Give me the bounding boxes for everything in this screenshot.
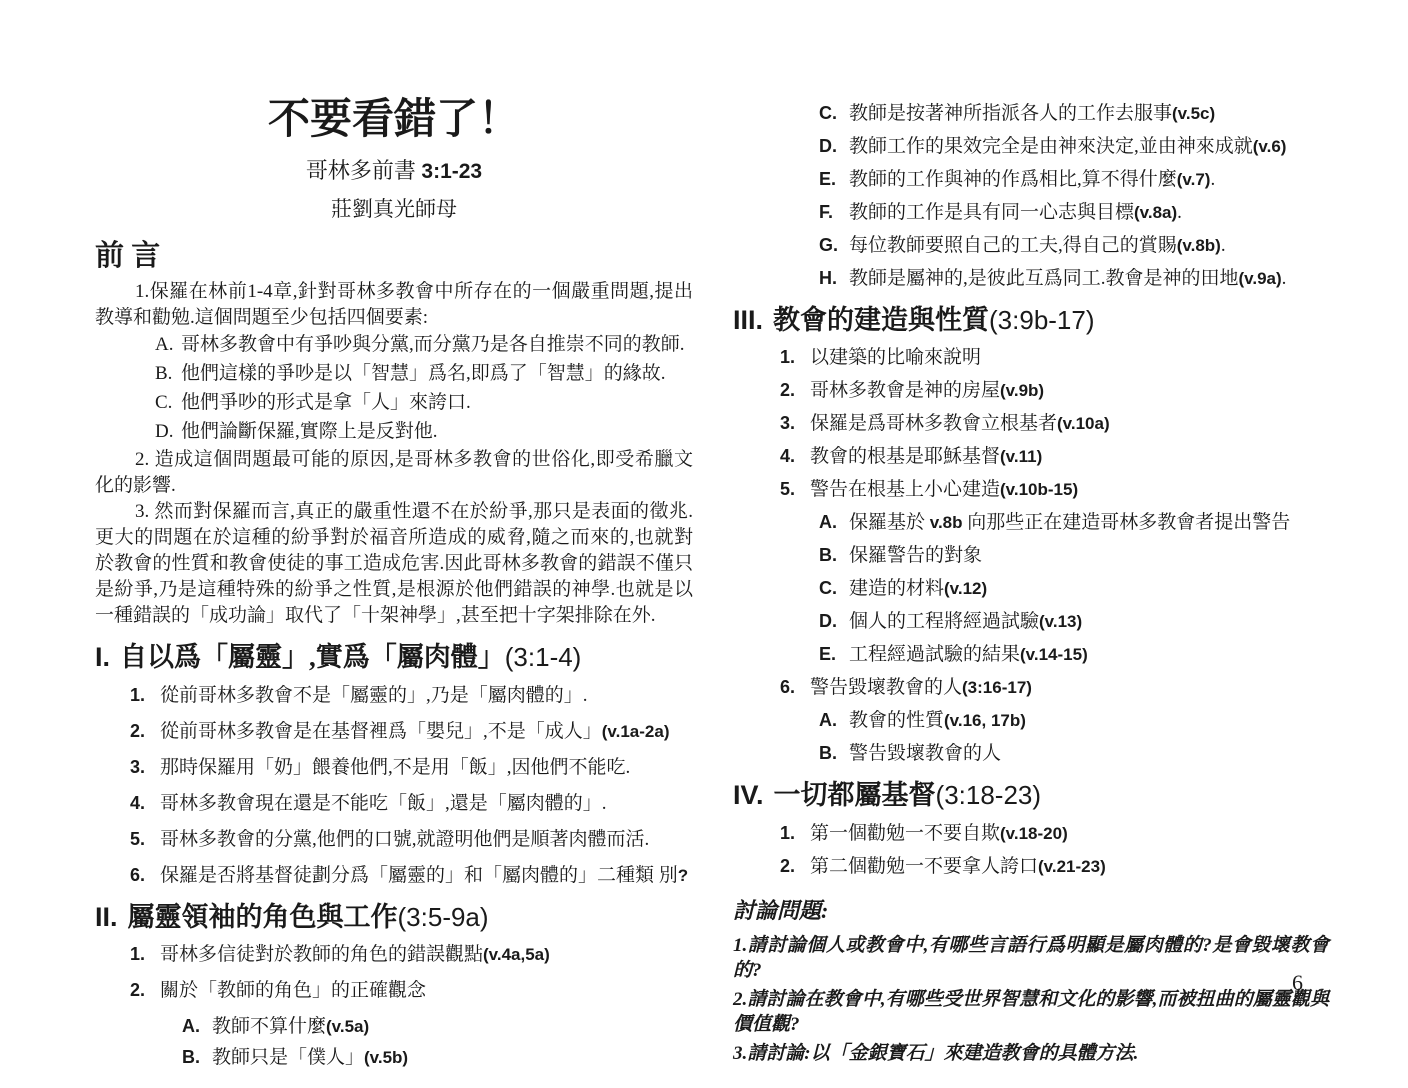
item-label: 1.	[780, 822, 796, 843]
outline-sub-item	[733, 707, 1329, 734]
item-text: 那時保羅用「奶」餵養他們,不是用「飯」,因他們不能吃.	[160, 756, 631, 778]
outline-item	[733, 674, 1329, 701]
item-label: 2.	[780, 855, 796, 876]
right-column	[733, 100, 1329, 1070]
verse-ref: (3:16-17)	[962, 678, 1032, 698]
item-text: 個人的工程將經過試驗	[849, 611, 1040, 633]
item-tail: 向那些正在建造哥林多教會者提出警告	[962, 512, 1291, 534]
section-4-items	[733, 820, 1329, 880]
item-text: 警告毀壞教會的人	[810, 677, 963, 699]
verse-ref: (v.10b-15)	[1000, 480, 1079, 500]
item-label: A.	[182, 1016, 200, 1037]
item-label: H.	[819, 268, 837, 288]
verse-ref: (v.5a)	[326, 1017, 370, 1037]
outline-item	[733, 344, 1329, 371]
verse-ref: (v.11)	[1000, 447, 1043, 467]
discussion-question: 2.請討論在教會中,有哪些受世界智慧和文化的影響,而被扭曲的屬靈觀與價值觀?	[733, 988, 1329, 1035]
item-text: 哥林多教會是神的房屋	[810, 380, 1001, 402]
item-label: 2.	[780, 380, 796, 401]
outline-sub-item	[733, 542, 1329, 569]
outline-item	[95, 682, 693, 709]
outline-item	[733, 853, 1329, 880]
item-text: 關於「教師的角色」的正確觀念	[160, 980, 427, 1002]
verse-ref: (v.12)	[944, 579, 988, 599]
section-title: 教會的建造與性質	[773, 305, 990, 335]
list-item	[95, 418, 693, 445]
outline-sub-item	[733, 199, 1329, 226]
section-3-item-6	[733, 674, 1329, 701]
item-text: 他們這樣的爭吵是以「智慧」爲名,即爲了「智慧」的緣故.	[181, 363, 666, 385]
item-label: D.	[819, 611, 837, 632]
outline-sub-item	[733, 740, 1329, 767]
outline-sub-item	[733, 641, 1329, 668]
item-text: 第一個勸勉一不要自欺	[810, 822, 1001, 844]
item-tail: .	[1220, 235, 1226, 256]
verse-ref: (v.7)	[1176, 170, 1211, 189]
item-text: 教師是按著神所指派各人的工作去服事	[849, 103, 1173, 124]
document-title: 不要看錯了！	[267, 97, 520, 143]
section-3-item-5-sub-items	[733, 509, 1329, 668]
outline-sub-item	[733, 608, 1329, 635]
item-label: C.	[819, 578, 837, 599]
section-2-sub-items-right	[733, 100, 1329, 292]
item-tail: .	[1177, 202, 1182, 223]
item-text: 教會的性質	[849, 710, 945, 732]
left-column	[95, 96, 693, 1075]
item-text: 保羅警告的對象	[849, 545, 983, 567]
verse-ref: (v.5c)	[1172, 104, 1216, 123]
verse-ref: (v.8a)	[1134, 203, 1178, 222]
verse-ref: (v.9b)	[1000, 381, 1045, 401]
verse-ref: (v.9a)	[1238, 269, 1282, 288]
outline-item	[733, 820, 1329, 847]
item-label: B.	[155, 363, 173, 385]
intro-heading: 前 言	[95, 240, 161, 273]
item-label: B.	[819, 743, 837, 764]
item-text: 每位教師要照自己的工夫,得自己的賞賜	[849, 235, 1177, 256]
verse-ref: (v.1a-2a)	[601, 721, 670, 741]
outline-item	[95, 862, 693, 889]
item-label: 2.	[130, 980, 146, 1001]
verse-ref: (v.10a)	[1057, 414, 1110, 434]
item-label: B.	[182, 1047, 200, 1068]
item-text: 教師不算什麼	[212, 1016, 327, 1038]
page-number: 6	[1292, 970, 1303, 995]
item-text: 哥林多教會的分黨,他們的口號,就證明他們是順著肉體而活.	[160, 828, 650, 850]
item-text: 保羅是爲哥林多教會立根基者	[810, 413, 1058, 435]
item-text: 警告毀壞教會的人	[849, 743, 1002, 765]
discussion-questions	[733, 933, 1329, 1066]
outline-item	[95, 941, 693, 968]
verse-ref: (v.16, 17b)	[944, 711, 1026, 731]
item-label: D.	[819, 136, 837, 156]
intro-paragraph-1: 1.保羅在林前1-4章,針對哥林多教會中所存在的一個嚴重問題,提出教導和勸勉.這個問題至少包括四個要素:	[95, 281, 693, 329]
section-1-heading	[95, 641, 693, 673]
item-text: 教師是屬神的,是彼此互爲同工.教會是神的田地	[849, 268, 1239, 289]
item-label: 3.	[130, 756, 146, 777]
section-title: 屬靈領袖的角色與工作	[127, 901, 398, 932]
verse-ref: v.8b	[929, 513, 963, 533]
item-label: 1.	[130, 684, 146, 705]
item-label: 6.	[780, 677, 796, 698]
section-3-item-6-sub-items	[733, 707, 1329, 767]
outline-item	[733, 377, 1329, 404]
item-text: 教師工作的果效完全是由神來決定,並由神來成就	[849, 136, 1253, 157]
item-text: 建造的材料	[849, 578, 945, 600]
section-verse-ref: (3:9b-17)	[989, 305, 1095, 335]
outline-sub-item	[733, 265, 1329, 292]
outline-sub-item	[95, 1044, 693, 1071]
outline-sub-item	[733, 509, 1329, 536]
item-label: A.	[819, 710, 837, 731]
item-label: B.	[819, 545, 837, 566]
section-2-sub-items-left	[95, 1013, 693, 1071]
verse-ref: (v.5b)	[364, 1048, 409, 1068]
outline-item	[95, 790, 693, 817]
item-text: 哥林多教會現在還是不能吃「飯」,還是「屬肉體的」.	[160, 792, 607, 814]
intro-paragraph-2: 2. 造成這個問題最可能的原因,是哥林多教會的世俗化,即受希臘文化的影響.	[95, 449, 693, 497]
verse-ref: (v.18-20)	[1000, 823, 1068, 843]
item-text: 警告在根基上小心建造	[810, 479, 1001, 501]
item-text: 第二個勸勉一不要拿人誇口	[810, 855, 1039, 877]
item-label: G.	[819, 235, 839, 255]
item-label: E.	[819, 644, 837, 665]
list-item	[95, 331, 693, 358]
discussion-question: 3.請討論:以「金銀寶石」來建造教會的具體方法.	[733, 1042, 1139, 1064]
outline-sub-item	[733, 100, 1329, 127]
outline-item	[733, 410, 1329, 437]
item-tail: .	[1281, 268, 1287, 289]
outline-item	[95, 718, 693, 745]
outline-sub-item	[733, 232, 1329, 259]
item-label: 2.	[130, 720, 146, 741]
discussion-heading: 討論問題:	[733, 897, 829, 923]
section-2-items	[95, 941, 693, 1004]
intro-paragraph-3: 3. 然而對保羅而言,真正的嚴重性還不在於紛爭,那只是表面的徵兆.更大的問題在於這種的紛爭對於福音所造成的威脅,隨之而來的,也就對於教會的性質和教會使徒的事工造成危害.因此哥林多教會的錯誤不僅只是紛爭,乃是這種特殊的紛爭之性質,是根源於他們錯誤的神學.也就是以一種錯誤的「成功論」取代了「十架神學」,甚至把十字架排除在外.	[95, 501, 693, 627]
item-label: E.	[819, 169, 837, 189]
verse-ref: (v.21-23)	[1038, 856, 1106, 876]
section-1-items	[95, 682, 693, 889]
outline-sub-item	[733, 575, 1329, 602]
subtitle-verses: 3:1-23	[421, 160, 483, 184]
item-label: D.	[155, 421, 174, 443]
item-text: 保羅基於	[849, 512, 930, 534]
verse-ref: ?	[677, 865, 689, 885]
section-4-heading	[733, 779, 1329, 811]
intro-sub-items	[95, 331, 693, 445]
item-label: 5.	[130, 828, 146, 849]
list-item	[95, 389, 693, 416]
scripture-reference	[95, 154, 693, 185]
item-label: 1.	[780, 347, 796, 368]
author-name: 莊劉真光師母	[331, 197, 457, 222]
outline-item	[95, 826, 693, 853]
section-3-heading	[733, 304, 1329, 336]
section-3-items-1-5	[733, 344, 1329, 503]
item-text: 哥林多教會中有爭吵與分黨,而分黨乃是各自推崇不同的教師.	[181, 334, 685, 356]
item-label: F.	[819, 202, 834, 222]
item-text: 從前哥林多教會不是「屬靈的」,乃是「屬肉體的」.	[160, 684, 588, 706]
item-label: A.	[155, 334, 174, 356]
item-text: 從前哥林多教會是在基督裡爲「嬰兒」,不是「成人」	[160, 720, 602, 742]
verse-ref: (v.13)	[1039, 612, 1083, 632]
outline-sub-item	[95, 1013, 693, 1040]
outline-sub-item	[733, 133, 1329, 160]
list-item	[95, 360, 693, 387]
section-verse-ref: (3:5-9a)	[397, 901, 489, 932]
item-text: 保羅是否將基督徒劃分爲「屬靈的」和「屬肉體的」二種類 別	[160, 864, 678, 886]
item-label: C.	[155, 392, 173, 414]
item-text: 他們爭吵的形式是拿「人」來誇口.	[181, 392, 471, 414]
item-label: C.	[819, 103, 837, 123]
section-number: III.	[733, 305, 764, 335]
verse-ref: (v.6)	[1252, 137, 1287, 156]
section-number: I.	[95, 642, 111, 673]
section-number: IV.	[733, 780, 764, 811]
section-verse-ref: (3:18-23)	[935, 780, 1042, 811]
section-verse-ref: (3:1-4)	[504, 642, 582, 673]
section-title: 自以爲「屬靈」,實爲「屬肉體」	[120, 642, 505, 673]
item-label: A.	[819, 512, 837, 533]
subtitle-book: 哥林多前書	[305, 158, 422, 184]
verse-ref: (v.4a,5a)	[483, 945, 550, 965]
item-label: 4.	[130, 792, 146, 813]
outline-sub-item	[733, 166, 1329, 193]
item-text: 教師只是「僕人」	[212, 1047, 365, 1069]
outline-item	[733, 443, 1329, 470]
outline-item	[95, 977, 693, 1004]
verse-ref: (v.14-15)	[1020, 645, 1088, 665]
discussion-question: 1.請討論個人或教會中,有哪些言語行爲明顯是屬肉體的?是會毀壞教會的?	[733, 934, 1329, 981]
discussion-section	[733, 894, 1329, 1066]
item-label: 1.	[130, 944, 146, 965]
item-text: 他們論斷保羅,實際上是反對他.	[181, 421, 438, 443]
item-label: 4.	[780, 446, 796, 467]
item-text: 哥林多信徒對於教師的角色的錯誤觀點	[160, 944, 484, 966]
verse-ref: (v.8b)	[1176, 236, 1221, 255]
section-title: 一切都屬基督	[773, 780, 936, 811]
item-text: 教師的工作是具有同一心志與目標	[849, 202, 1135, 223]
item-text: 以建築的比喻來說明	[810, 347, 982, 369]
item-tail: .	[1210, 169, 1216, 190]
item-text: 教師的工作與神的作爲相比,算不得什麼	[849, 169, 1177, 190]
section-number: II.	[95, 901, 118, 932]
outline-item	[95, 754, 693, 781]
item-label: 6.	[130, 864, 146, 885]
section-2-heading	[95, 901, 693, 933]
outline-item	[733, 476, 1329, 503]
item-label: 3.	[780, 413, 796, 434]
item-label: 5.	[780, 479, 796, 500]
item-text: 教會的根基是耶穌基督	[810, 446, 1001, 468]
item-text: 工程經過試驗的結果	[849, 644, 1021, 666]
